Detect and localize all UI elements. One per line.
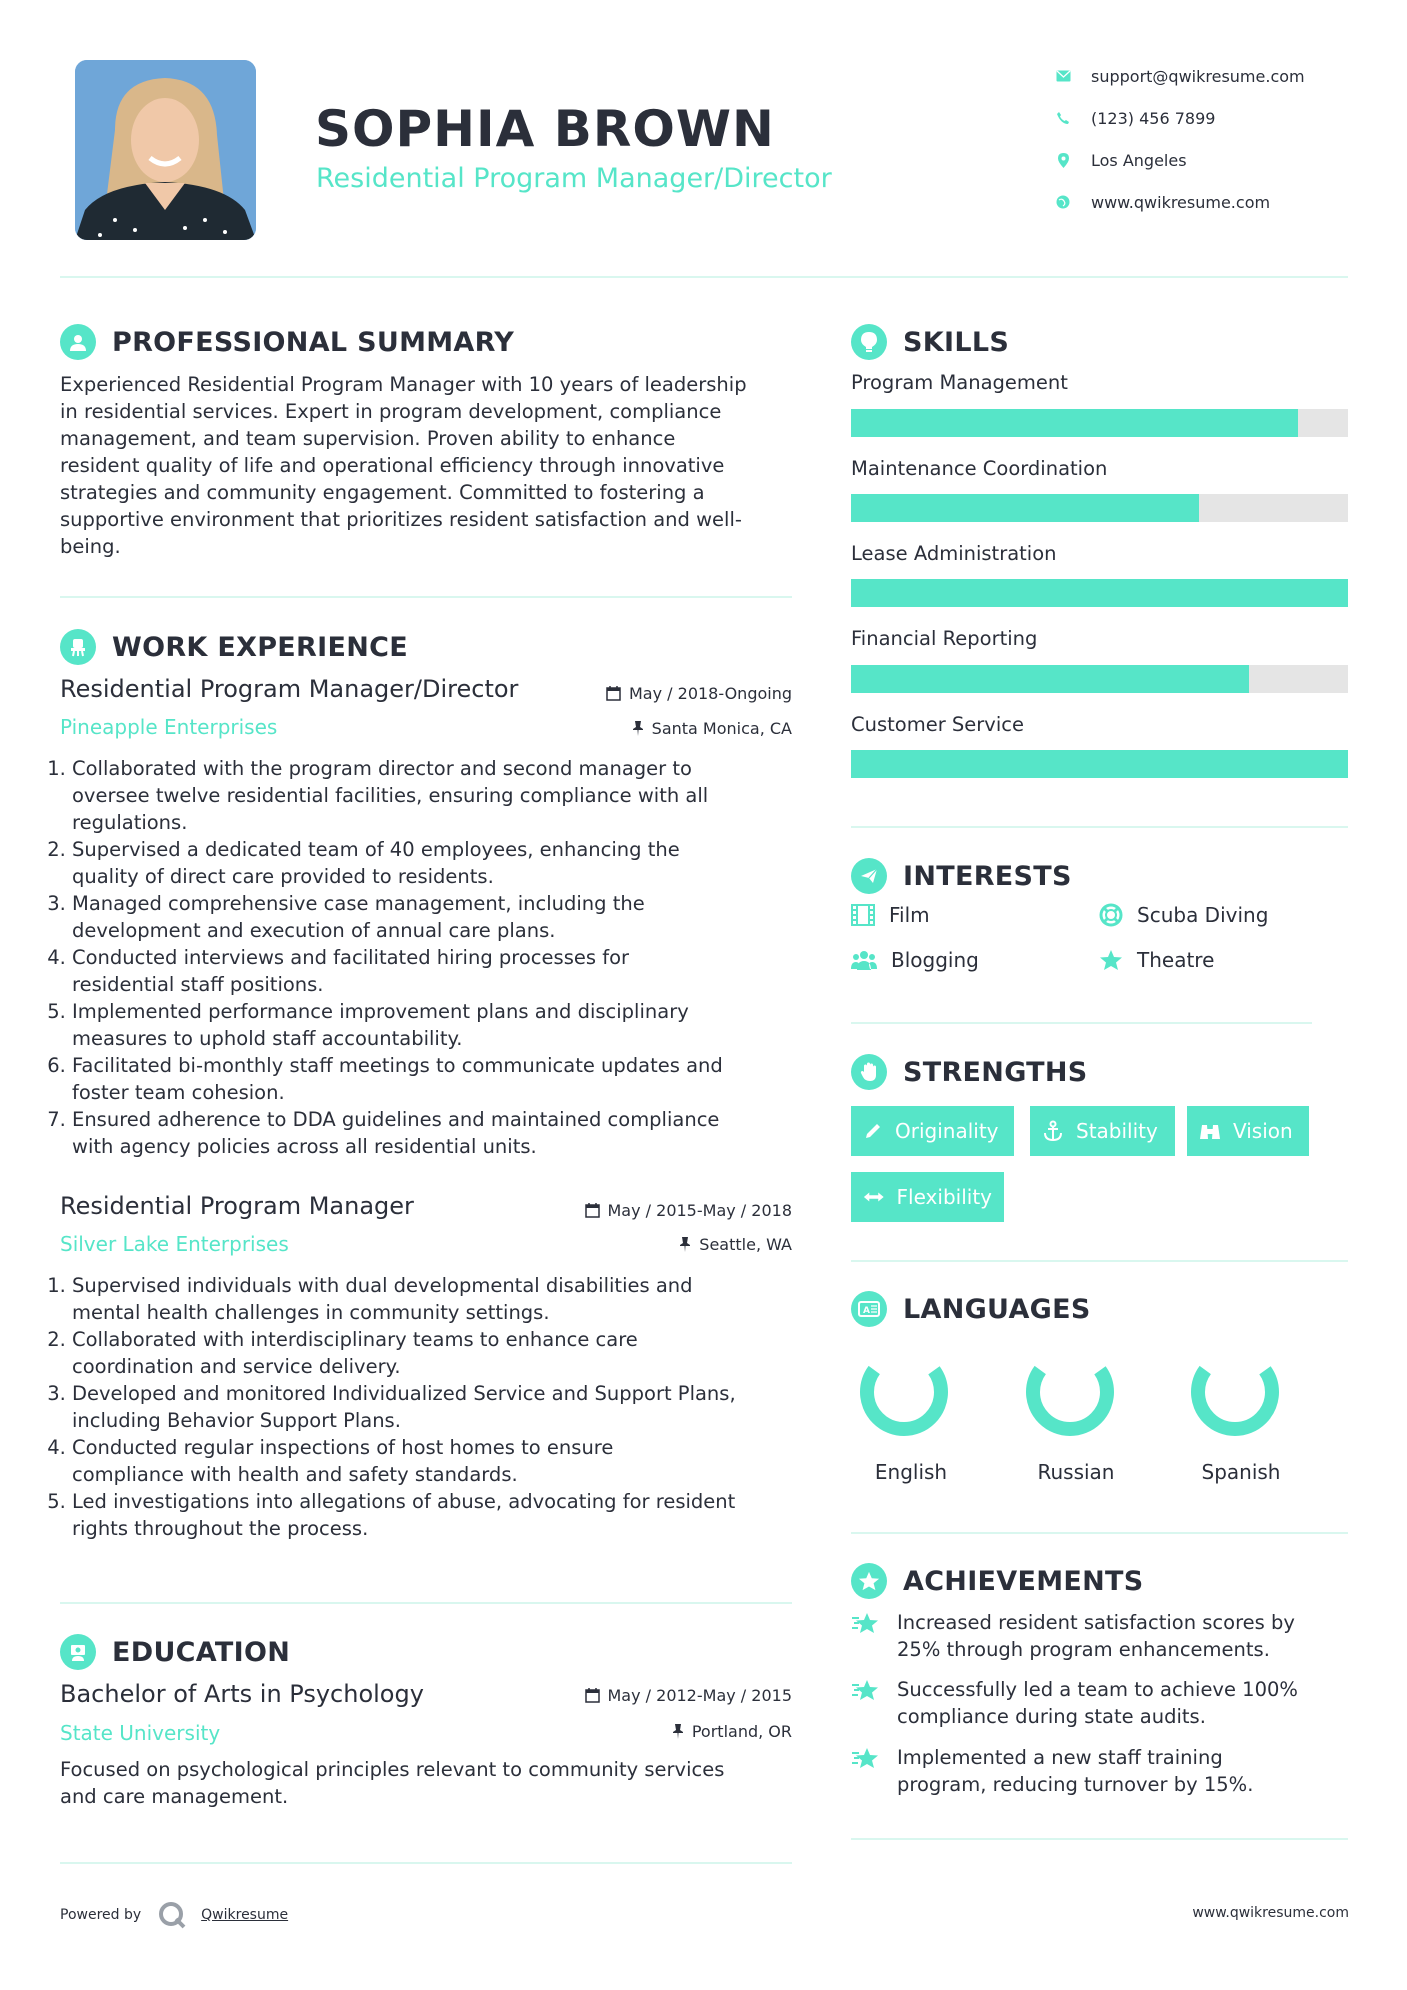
language-icon — [851, 1291, 887, 1327]
film-icon — [851, 904, 875, 926]
achievements-divider — [851, 1838, 1348, 1840]
list-item: 1. Supervised individuals with dual developmental disabilities and mental health challenges in community settings. — [72, 1272, 812, 1326]
languages-divider — [851, 1532, 1348, 1534]
interests-heading: INTERESTS — [851, 858, 1072, 894]
language-ring — [1188, 1345, 1282, 1439]
job-title: Residential Program Manager/Director — [60, 675, 519, 703]
skill-bar — [851, 750, 1348, 778]
skill-bar-fill — [851, 579, 1348, 607]
list-item: 5. Implemented performance improvement plans and disciplinary measures to uphold staff accountability. — [72, 998, 812, 1052]
anchor-icon — [1042, 1120, 1064, 1142]
user-icon — [60, 324, 96, 360]
header-divider — [60, 276, 1348, 278]
list-item: 7. Ensured adherence to DDA guidelines and maintained compliance with agency policies across all residential units. — [72, 1106, 812, 1160]
pushpin-icon — [672, 1724, 684, 1739]
languages-heading: A LANGUAGES — [851, 1291, 1091, 1327]
phone-icon — [1055, 110, 1071, 126]
list-item: 6. Facilitated bi-monthly staff meetings to communicate updates and foster team cohesion. — [72, 1052, 812, 1106]
job-company: Silver Lake Enterprises — [60, 1232, 289, 1256]
skill-bar — [851, 409, 1348, 437]
job-location: Santa Monica, CA — [500, 719, 792, 738]
skill-bar-fill — [851, 750, 1348, 778]
achievement-item: Successfully led a team to achieve 100% compliance during state audits. — [851, 1676, 1298, 1730]
achievement-item: Implemented a new staff training program, reducing turnover by 15%. — [851, 1744, 1253, 1798]
globe-icon — [1055, 194, 1071, 210]
education-dates: May / 2012-May / 2015 — [500, 1686, 792, 1705]
pushpin-icon — [679, 1237, 691, 1252]
shooting-star-icon — [851, 1676, 881, 1730]
contact-website[interactable]: www.qwikresume.com — [1055, 181, 1305, 223]
skill-label: Program Management — [851, 371, 1068, 394]
list-item: 3. Managed comprehensive case management, including the development and execution of annual care plans. — [72, 890, 812, 944]
contact-block — [1055, 55, 1305, 223]
job-bullets — [54, 755, 812, 1160]
achievements-heading: ACHIEVEMENTS — [851, 1563, 1144, 1599]
list-item: 2. Collaborated with interdisciplinary teams to enhance care coordination and service delivery. — [72, 1326, 812, 1380]
strength-chip: Flexibility — [851, 1172, 1004, 1222]
skill-bar — [851, 665, 1348, 693]
interest-item: Blogging — [851, 948, 979, 972]
skill-bar-fill — [851, 409, 1298, 437]
contact-phone[interactable]: (123) 456 7899 — [1055, 97, 1305, 139]
profile-photo — [75, 60, 256, 240]
summary-heading: PROFESSIONAL SUMMARY — [60, 324, 514, 360]
skills-divider — [851, 826, 1348, 828]
job-company: Pineapple Enterprises — [60, 715, 278, 739]
skills-heading: SKILLS — [851, 324, 1009, 360]
skill-bar-fill — [851, 665, 1249, 693]
list-item: 2. Supervised a dedicated team of 40 employees, enhancing the quality of direct care provided to residents. — [72, 836, 812, 890]
lifebuoy-icon — [1099, 903, 1123, 927]
calendar-icon — [585, 1688, 600, 1703]
map-pin-icon — [1055, 152, 1071, 168]
list-item: 5. Led investigations into allegations of abuse, advocating for resident rights throughout the process. — [72, 1488, 812, 1542]
footer-website[interactable]: www.qwikresume.com — [1192, 1905, 1349, 1921]
footer-powered-by: Powered by Qwikresume — [60, 1900, 288, 1930]
education-divider — [60, 1862, 792, 1864]
paper-plane-icon — [851, 858, 887, 894]
skill-label: Maintenance Coordination — [851, 457, 1108, 480]
job-location: Seattle, WA — [500, 1235, 792, 1254]
star-icon — [1099, 949, 1123, 971]
list-item: 3. Developed and monitored Individualized Service and Support Plans, including Behavior Support Plans. — [72, 1380, 812, 1434]
list-item: 1. Collaborated with the program director and second manager to oversee twelve residential facilities, ensuring compliance with all regulations. — [72, 755, 812, 836]
skill-bar — [851, 579, 1348, 607]
achievement-item: Increased resident satisfaction scores by 25% through program enhancements. — [851, 1609, 1295, 1663]
list-item: 4. Conducted regular inspections of host homes to ensure compliance with health and safety standards. — [72, 1434, 812, 1488]
education-heading: EDUCATION — [60, 1634, 290, 1670]
svg-text:A: A — [863, 1306, 871, 1316]
skill-bar-fill — [851, 494, 1199, 522]
shooting-star-icon — [851, 1744, 881, 1798]
language-label: Russian — [1037, 1460, 1115, 1484]
interest-item: Film — [851, 903, 930, 927]
chair-icon — [60, 629, 96, 665]
contact-location: Los Angeles — [1055, 139, 1305, 181]
calendar-icon — [606, 686, 621, 701]
strength-chip: Originality — [851, 1106, 1014, 1156]
pushpin-icon — [632, 721, 644, 736]
summary-divider — [60, 596, 792, 598]
education-description: Focused on psychological principles relevant to community services and care management. — [60, 1758, 725, 1808]
calendar-icon — [585, 1203, 600, 1218]
trophy-star-icon — [851, 1563, 887, 1599]
qwikresume-logo-icon — [157, 1900, 187, 1930]
users-icon — [851, 949, 877, 971]
job-dates: May / 2018-Ongoing — [500, 684, 792, 703]
strengths-divider — [851, 1260, 1348, 1262]
education-location: Portland, OR — [500, 1722, 792, 1741]
language-ring — [1023, 1345, 1117, 1439]
graduate-icon — [60, 1634, 96, 1670]
language-ring — [857, 1345, 951, 1439]
language-label: Spanish — [1201, 1460, 1281, 1484]
job-dates: May / 2015-May / 2018 — [500, 1201, 792, 1220]
shooting-star-icon — [851, 1609, 881, 1663]
arrows-horizontal-icon — [863, 1190, 885, 1204]
skill-label: Customer Service — [851, 713, 1024, 736]
candidate-title: Residential Program Manager/Director — [316, 163, 832, 194]
degree-title: Bachelor of Arts in Psychology — [60, 1680, 424, 1708]
list-item: 4. Conducted interviews and facilitated hiring processes for residential staff positions. — [72, 944, 812, 998]
experience-heading: WORK EXPERIENCE — [60, 629, 408, 665]
strengths-heading: STRENGTHS — [851, 1054, 1088, 1090]
skill-bar — [851, 494, 1348, 522]
qwikresume-link[interactable]: Qwikresume — [201, 1907, 289, 1923]
strength-chip: Stability — [1030, 1106, 1175, 1156]
skill-label: Lease Administration — [851, 542, 1057, 565]
pencil-icon — [863, 1121, 883, 1141]
interest-item: Theatre — [1099, 948, 1214, 972]
skill-label: Financial Reporting — [851, 627, 1038, 650]
summary-text: Experienced Residential Program Manager with 10 years of leadership in residential services. Expert in program development, compliance management, and team supervision. Proven ability to enhance resident quality of life and operational efficiency through innovative strategies and community engagement. Committed to fostering a supportive environment that prioritizes resident satisfaction and well- being. — [60, 373, 747, 558]
lightbulb-icon — [851, 324, 887, 360]
strength-chip: Vision — [1187, 1106, 1309, 1156]
contact-email[interactable]: support@qwikresume.com — [1055, 55, 1305, 97]
interest-item: Scuba Diving — [1099, 903, 1268, 927]
envelope-icon — [1055, 68, 1071, 84]
candidate-name: SOPHIA BROWN — [315, 100, 775, 158]
binoculars-icon — [1199, 1121, 1221, 1141]
experience-divider — [60, 1602, 792, 1604]
school-name: State University — [60, 1721, 221, 1745]
hand-icon — [851, 1054, 887, 1090]
language-label: English — [874, 1460, 948, 1484]
interests-divider — [851, 1022, 1312, 1024]
job-title: Residential Program Manager — [60, 1192, 414, 1220]
job-bullets — [54, 1272, 812, 1542]
